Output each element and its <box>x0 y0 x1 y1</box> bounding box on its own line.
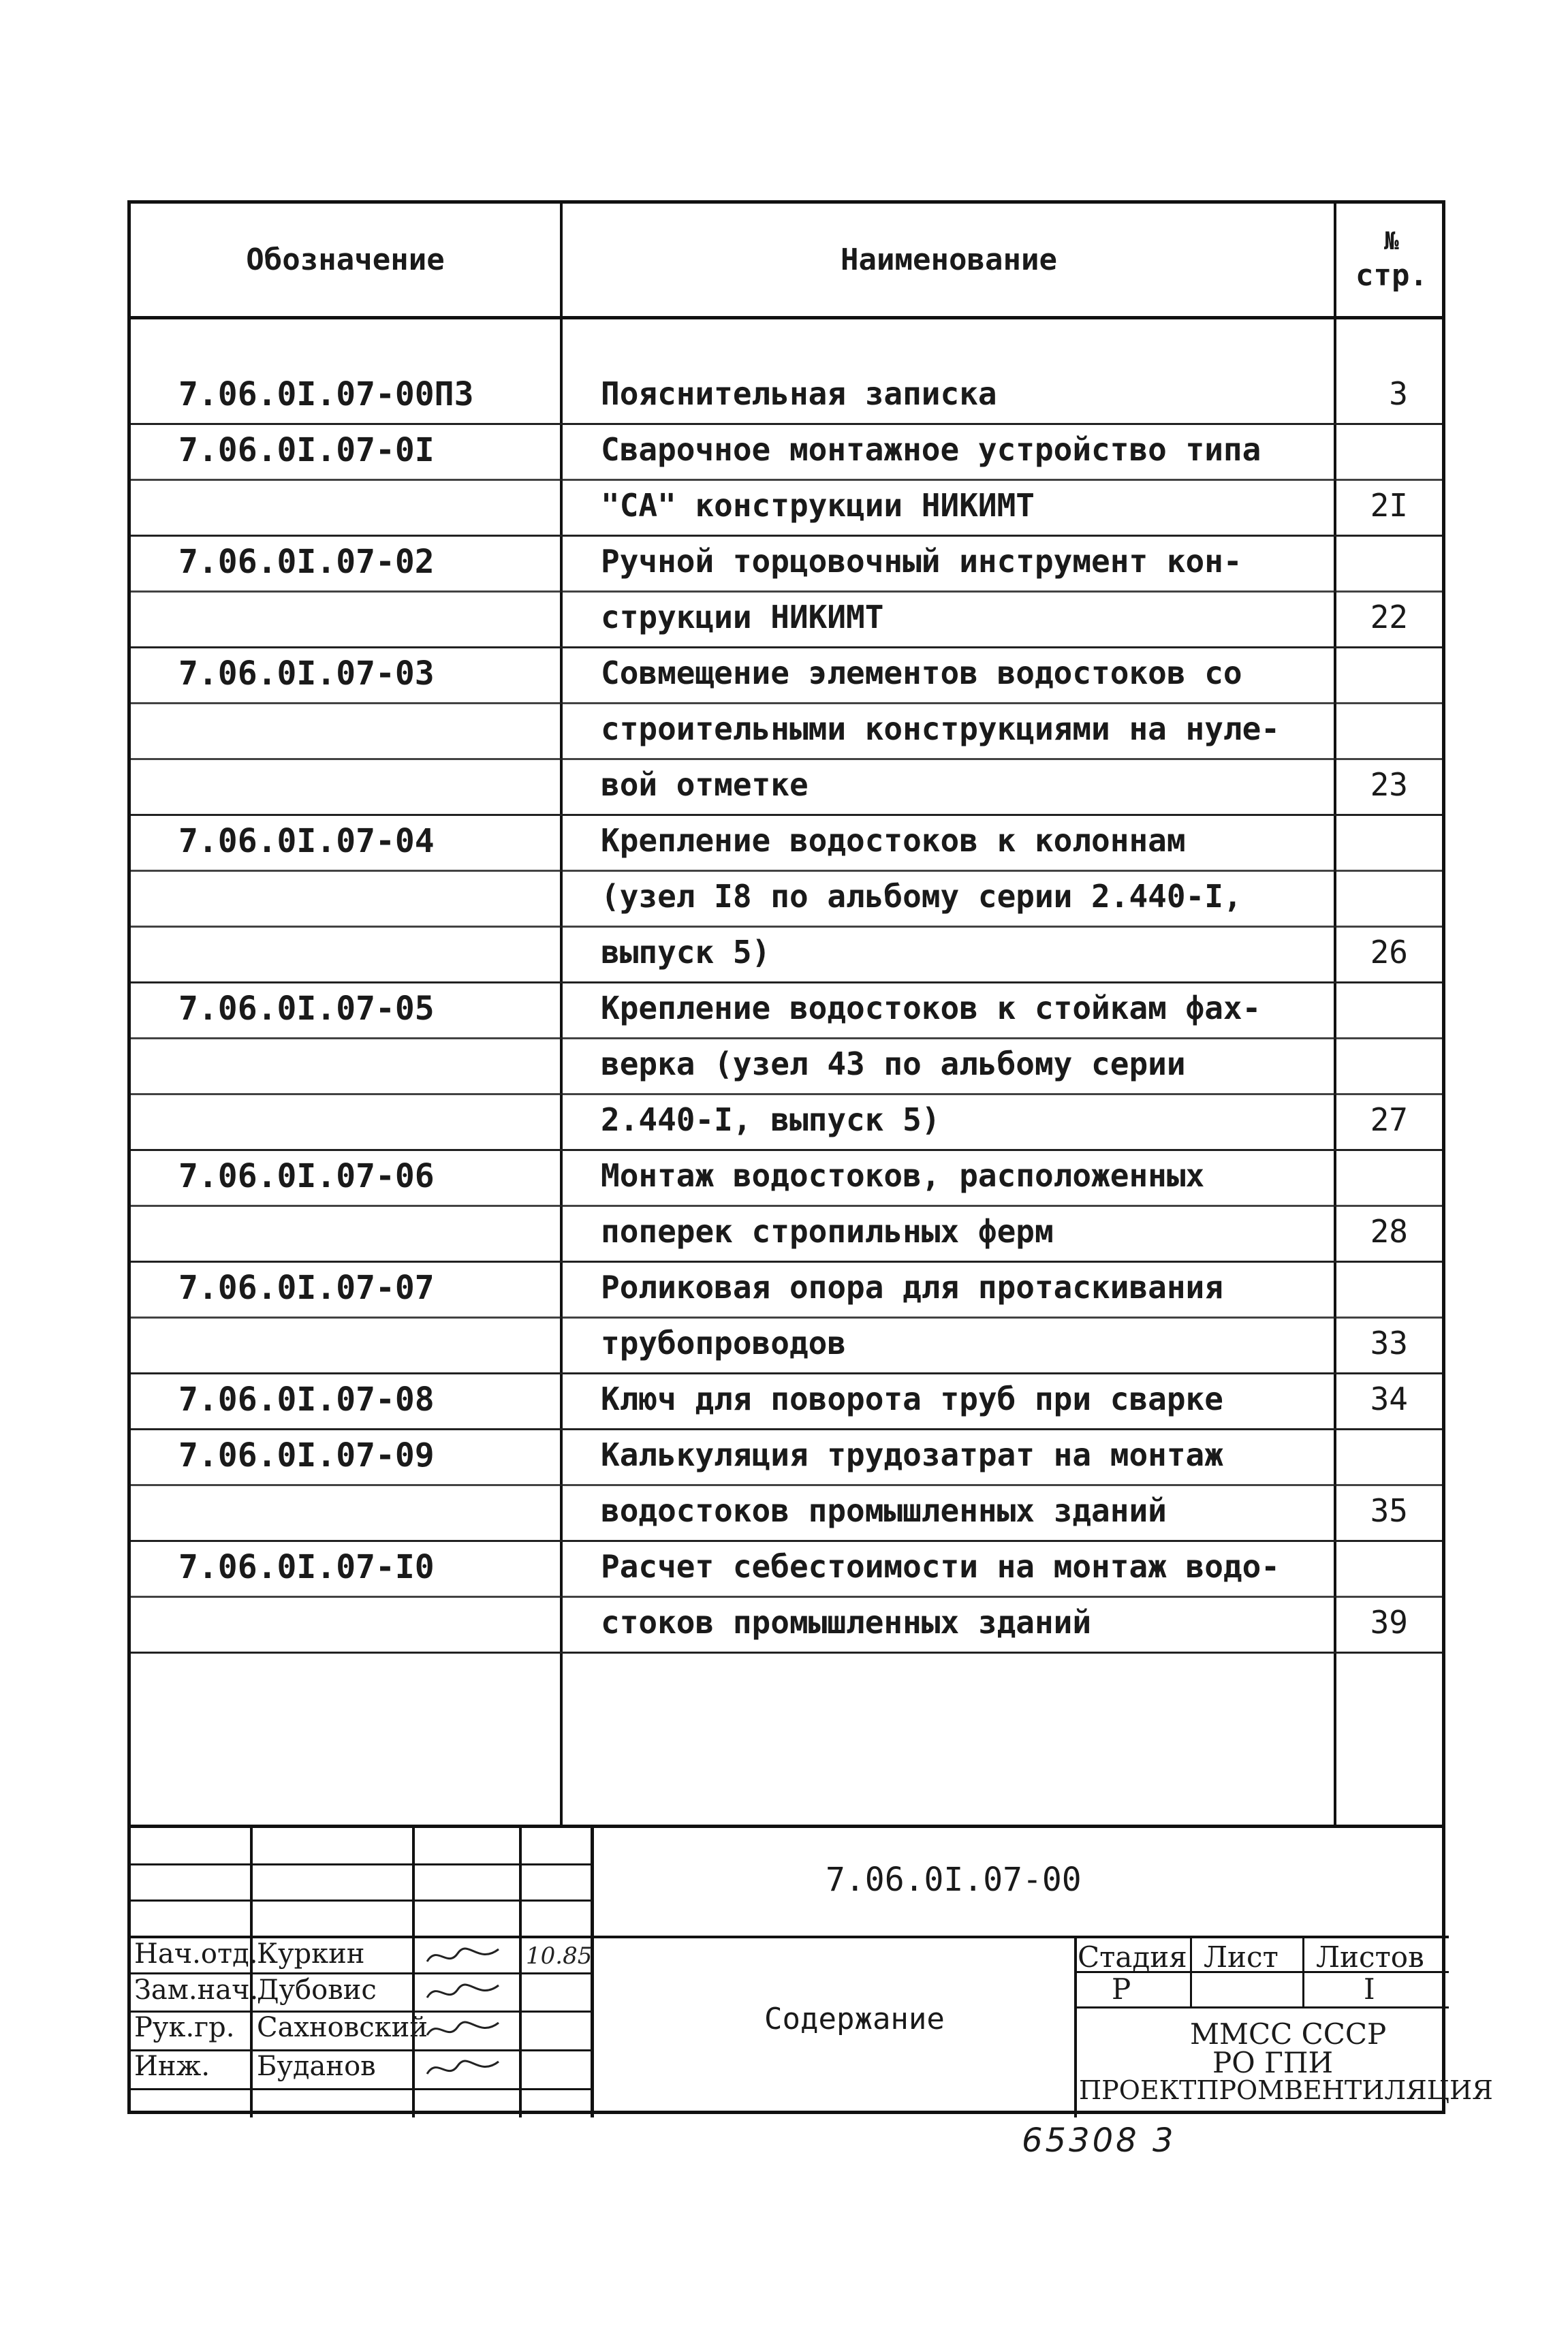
row-rule <box>131 758 1442 760</box>
header-designation: Обозначение <box>246 242 445 277</box>
stage-value: Р <box>1112 1972 1131 2006</box>
row-name-line: Монтаж водостоков, расположенных <box>601 1157 1205 1194</box>
org-name: ПРОЕКТПРОМВЕНТИЛЯЦИЯ <box>1079 2075 1493 2105</box>
signer-date: 10.85 <box>526 1942 593 1970</box>
row-designation: 7.06.0I.07-04 <box>178 822 435 860</box>
row-page-number: 2I <box>1370 487 1408 524</box>
row-name-line: "СА" конструкции НИКИМТ <box>601 487 1035 524</box>
handwritten-signature <box>424 2053 505 2089</box>
signer-name: Дубовис <box>257 1974 377 2006</box>
table-row <box>131 535 1442 646</box>
row-rule <box>131 870 1442 872</box>
row-name-line: Пояснительная записка <box>601 375 997 412</box>
row-name-line: струкции НИКИМТ <box>601 599 884 635</box>
row-page-number: 35 <box>1370 1492 1408 1529</box>
document-frame <box>127 200 1493 2114</box>
handwritten-signature <box>424 1941 505 1976</box>
table-row <box>131 423 1442 535</box>
signer-role: Нач.отд. <box>134 1938 258 1970</box>
row-name-line: строительными конструкциями на нуле- <box>601 710 1280 747</box>
row-name-line: (узел I8 по альбому серии 2.440-I, <box>601 878 1242 915</box>
stage-label: Стадия <box>1078 1940 1187 1974</box>
header-name: Наименование <box>841 242 1057 277</box>
row-page-number: 33 <box>1370 1325 1408 1361</box>
row-page-number: 39 <box>1370 1604 1408 1641</box>
signer-name: Куркин <box>257 1938 365 1970</box>
tb-vline-4 <box>591 1828 594 2117</box>
tb-hline-2 <box>131 1900 591 1902</box>
row-name-line: Расчет себестоимости на монтаж водо- <box>601 1548 1280 1585</box>
header-page-abbr: стр. <box>1355 257 1428 293</box>
row-name-line: Крепление водостоков к стойкам фах- <box>601 990 1261 1026</box>
table-row <box>131 1261 1442 1372</box>
org-ministry: ММСС СССР <box>1190 2017 1387 2051</box>
row-name-line: Крепление водостоков к колоннам <box>601 822 1186 859</box>
row-designation: 7.06.0I.07-05 <box>178 990 435 1028</box>
row-rule <box>131 926 1442 928</box>
row-page-number: 28 <box>1370 1213 1408 1250</box>
signer-role: Инж. <box>134 2051 210 2082</box>
doc-code: 7.06.0I.07-00 <box>826 1861 1082 1899</box>
row-rule <box>131 1205 1442 1207</box>
row-page-number: 27 <box>1370 1101 1408 1138</box>
row-name-line: трубопроводов <box>601 1325 847 1361</box>
row-name-line: верка (узел 43 по альбому серии <box>601 1045 1186 1082</box>
table-header <box>131 204 1442 319</box>
table-row <box>131 1540 1442 1652</box>
row-rule <box>131 1037 1442 1039</box>
row-name-line: Ручной торцовочный инструмент кон- <box>601 543 1242 580</box>
row-name-line: поперек стропильных ферм <box>601 1213 1054 1250</box>
row-name-line: Ключ для поворота труб при сварке <box>601 1381 1223 1417</box>
row-designation: 7.06.0I.07-06 <box>178 1157 435 1195</box>
row-designation: 7.06.0I.07-07 <box>178 1269 435 1307</box>
tb-hline-9 <box>1074 2006 1449 2008</box>
row-designation: 7.06.0I.07-I0 <box>178 1548 435 1586</box>
row-page-number: 22 <box>1370 599 1408 635</box>
row-rule <box>131 1317 1442 1319</box>
tb-vline-5 <box>1074 1936 1077 2117</box>
row-rule <box>131 1596 1442 1598</box>
signer-name: Буданов <box>257 2051 376 2082</box>
signer-role: Зам.нач. <box>134 1974 259 2006</box>
row-rule <box>131 1484 1442 1486</box>
row-rule <box>131 1093 1442 1095</box>
row-name-line: стоков промышленных зданий <box>601 1604 1092 1641</box>
row-name-line: вой отметке <box>601 766 809 803</box>
handwritten-signature <box>424 1977 505 2013</box>
signer-role: Рук.гр. <box>134 2012 235 2043</box>
table-row <box>131 646 1442 814</box>
row-name-line: выпуск 5) <box>601 934 771 971</box>
row-name-line: 2.440-I, выпуск 5) <box>601 1101 941 1138</box>
sheets-label: Листов <box>1316 1940 1424 1974</box>
org-institute: РО ГПИ <box>1212 2046 1334 2079</box>
tb-hline-7 <box>131 2088 591 2090</box>
table-row <box>131 981 1442 1149</box>
row-rule <box>131 479 1442 481</box>
row-page-number: 3 <box>1389 375 1408 412</box>
sheets-value: I <box>1364 1972 1375 2006</box>
row-rule <box>131 702 1442 704</box>
signer-name: Сахновский <box>257 2012 428 2043</box>
table-row <box>131 814 1442 981</box>
row-page-number: 26 <box>1370 934 1408 971</box>
table-row <box>131 367 1442 423</box>
header-page <box>1338 204 1445 316</box>
row-designation: 7.06.0I.07-0I <box>178 431 435 469</box>
row-name-line: Совмещение элементов водостоков со <box>601 655 1242 691</box>
header-page-number-sign: № <box>1384 227 1399 255</box>
row-designation: 7.06.0I.07-03 <box>178 655 435 693</box>
row-name-line: водостоков промышленных зданий <box>601 1492 1167 1529</box>
row-designation: 7.06.0I.07-09 <box>178 1436 435 1475</box>
handwritten-signature <box>424 2015 505 2050</box>
row-page-number: 23 <box>1370 766 1408 803</box>
tb-hline-1 <box>131 1863 591 1865</box>
row-rule <box>131 590 1442 593</box>
row-name-line: Калькуляция трудозатрат на монтаж <box>601 1436 1223 1473</box>
table-row <box>131 1372 1442 1428</box>
row-page-number: 34 <box>1370 1381 1408 1417</box>
row-name-line: Роликовая опора для протаскивания <box>601 1269 1223 1306</box>
row-name-line: Сварочное монтажное устройство типа <box>601 431 1261 468</box>
table-row <box>131 1428 1442 1540</box>
row-designation: 7.06.0I.07-08 <box>178 1381 435 1419</box>
doc-title: Содержание <box>764 2002 945 2036</box>
archive-number: 65308 3 <box>1022 2122 1176 2160</box>
row-rule <box>131 1652 1442 1654</box>
title-block <box>131 1825 1493 2117</box>
sheet-label: Лист <box>1204 1940 1279 1974</box>
row-designation: 7.06.0I.07-02 <box>178 543 435 581</box>
table-row <box>131 1149 1442 1261</box>
row-designation: 7.06.0I.07-00ПЗ <box>178 375 474 413</box>
